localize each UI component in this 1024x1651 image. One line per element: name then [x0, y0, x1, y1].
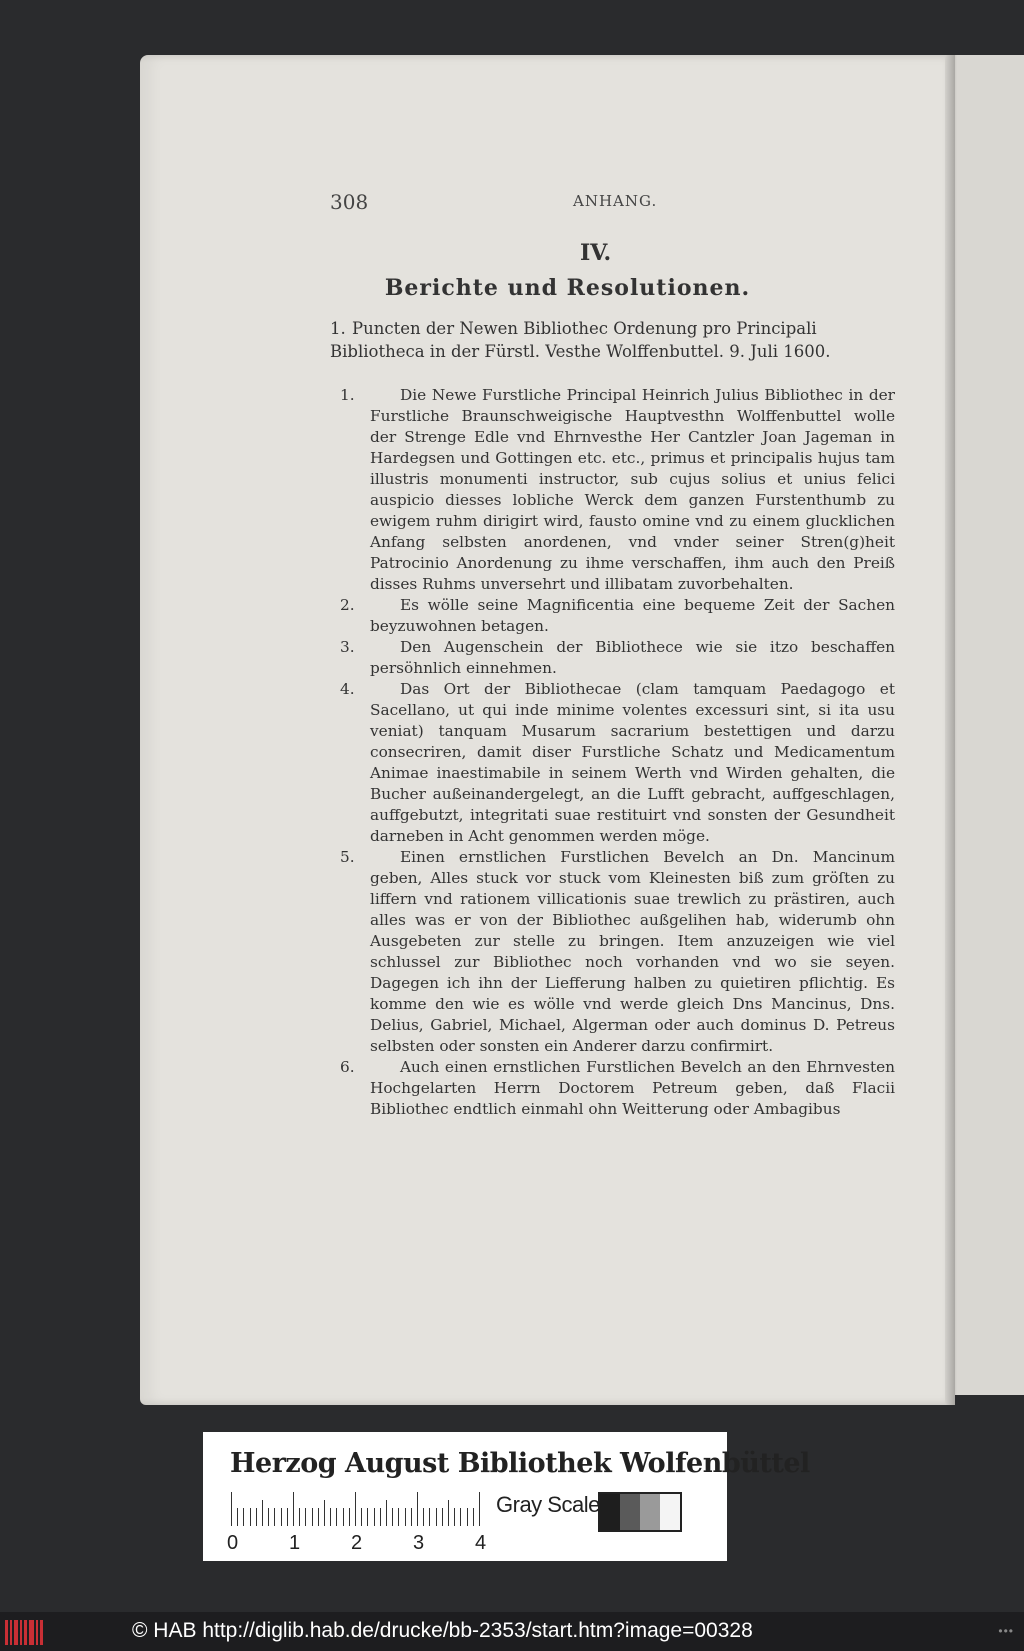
- ruler-tick: [293, 1492, 294, 1526]
- item-text: Den Augenschein der Bibliothece wie sie itzo beschaffen persöhnlich einnehmen.: [370, 638, 895, 677]
- ruler-tick: [374, 1508, 375, 1526]
- barcode-bar: [29, 1620, 34, 1645]
- barcode-bar: [24, 1620, 27, 1645]
- running-head: ANHANG.: [573, 192, 658, 210]
- copyright-url: © HAB http://diglib.hab.de/drucke/bb-2353/start.htm?image=00328: [132, 1619, 753, 1642]
- gray-swatch: [600, 1494, 620, 1530]
- ruler-tick: [287, 1508, 288, 1526]
- item-number: 6.: [340, 1058, 355, 1076]
- ruler-tick: [250, 1508, 251, 1526]
- gray-swatch: [640, 1494, 660, 1530]
- book-page: [140, 55, 955, 1405]
- gray-swatch: [660, 1494, 680, 1530]
- ruler-tick: [448, 1500, 449, 1526]
- item-text: Auch einen ernstlichen Furstlichen Bevelch an den Ehrnvesten Hochgelarten Herrn Doctorem Petreum geben, daß Flacii Bibliothec endtlich einmahl ohn Weitterung oder Ambagibus: [370, 1058, 895, 1118]
- ruler-tick: [343, 1508, 344, 1526]
- item-text: Es wölle seine Magnificentia eine bequeme Zeit der Sachen beyzuwohnen betagen.: [370, 596, 895, 635]
- item-text: Die Newe Furstliche Principal Heinrich Julius Bibliothec in der Furstliche Braunschweigische Hauptvesthn Wolffenbuttel wolle der Strenge Edle vnd Ehrnvesthe Her Cantzler Joan Jageman in Hardegsen und Gottingen etc. etc., primus et principalis hujus tam illustris monumenti instructor, sub cujus solius et unius felici auspicio diesses lobliche Werck dem ganzen Furstenthumb zu ewigem ruhm dirigirt wird, fausto omine vnd zu einem glucklichen Anfang selbsten anordenen, vnd vnder seiner Stren(g)heit Patrocinio Anordenung zu ihme verschaffen, ihm auch den Preiß disses Ruhms unversehrt und illibatam zuvorbehalten.: [370, 386, 895, 593]
- document-heading: [330, 317, 895, 363]
- item-number: 1.: [340, 386, 355, 404]
- ruler-tick: [392, 1508, 393, 1526]
- ruler-tick: [324, 1500, 325, 1526]
- document-number: 1.: [330, 319, 346, 338]
- ruler-tick: [349, 1508, 350, 1526]
- ruler-tick: [417, 1492, 418, 1526]
- ruler-label: 3: [413, 1532, 425, 1554]
- ruler-tick: [473, 1508, 474, 1526]
- gray-swatch: [620, 1494, 640, 1530]
- numbered-item-list: [340, 385, 895, 1120]
- scale-ruler: [231, 1492, 481, 1526]
- page-fold-shadow: [945, 55, 955, 1405]
- ruler-tick: [274, 1508, 275, 1526]
- ruler-tick: [367, 1508, 368, 1526]
- ruler-tick: [405, 1508, 406, 1526]
- list-item: [340, 1057, 895, 1120]
- ruler-tick: [436, 1508, 437, 1526]
- ruler-tick: [312, 1508, 313, 1526]
- document-heading-line-1: Puncten der Newen Bibliothec Ordenung pro Principali: [352, 319, 817, 338]
- barcode-bar: [14, 1620, 18, 1645]
- barcode-bar: [5, 1620, 8, 1645]
- ruler-label: 0: [227, 1532, 239, 1554]
- ruler-tick: [330, 1508, 331, 1526]
- item-text: Das Ort der Bibliothecae (clam tamquam Paedagogo et Sacellano, ut qui inde minime volentes excessuri sint, si ita usu veniat) tanquam Musarum sacrarium bestettigen und darzu consecriren, damit diser Furstliche Schatz und Medicamentum Animae inaestimabile in seinem Werth vnd Wirden gehalten, die Bucher außeinandergelegt, an die Lufft gebracht, auffgeschlagen, auffgebutzt, integritati suae restituirt vnd sonsten der Gesundheit darneben in Acht genommen werden möge.: [370, 680, 895, 845]
- ruler-tick: [411, 1508, 412, 1526]
- ruler-tick: [429, 1508, 430, 1526]
- ruler-tick: [231, 1492, 232, 1526]
- page-header: [140, 190, 955, 220]
- section-number: IV.: [580, 240, 612, 266]
- item-number: 5.: [340, 848, 355, 866]
- ruler-tick: [423, 1508, 424, 1526]
- library-name: Herzog August Bibliothek Wolfenbüttel: [230, 1448, 810, 1479]
- facing-page-edge: [945, 55, 1024, 1395]
- ruler-tick: [262, 1500, 263, 1526]
- list-item: [340, 595, 895, 637]
- ruler-tick: [479, 1492, 480, 1526]
- barcode-bar: [20, 1620, 22, 1645]
- page-number: 308: [330, 190, 369, 214]
- item-text: Einen ernstlichen Furstlichen Bevelch an Dn. Mancinum geben, Alles stuck vor stuck vom Kleinesten biß zum gröſten zu liffern vnd rationem villicationis suae trewlich zu prästiren, auch alles was er von der Bibliothec außgelihen hab, widerumb ohn Ausgebeten zur stelle zu bringen. Item anzuzeigen wie viel schlussel zur Bibliothec noch vorhanden vnd wo sie seyen. Dagegen ich ihn der Liefferung halben zu quietiren pflichtig. Es komme den wie es wölle vnd werde gleich Dns Mancinus, Dns. Delius, Gabriel, Michael, Algerman oder auch dominus D. Petreus selbsten oder sonsten ein Anderer darzu confirmirt.: [370, 848, 895, 1055]
- ruler-tick: [355, 1492, 356, 1526]
- list-item: [340, 637, 895, 679]
- ruler-label: 2: [351, 1532, 363, 1554]
- gray-scale-swatches: [598, 1492, 682, 1532]
- barcode-bar: [40, 1620, 43, 1645]
- ruler-tick: [454, 1508, 455, 1526]
- ruler-tick: [386, 1500, 387, 1526]
- ruler-tick: [299, 1508, 300, 1526]
- ruler-tick: [318, 1508, 319, 1526]
- ruler-label: 4: [475, 1532, 487, 1554]
- ruler-tick: [336, 1508, 337, 1526]
- ruler-tick: [361, 1508, 362, 1526]
- barcode-bar: [10, 1620, 12, 1645]
- gray-scale-label: Gray Scale: [496, 1492, 600, 1517]
- document-heading-line-2: Bibliotheca in der Fürstl. Vesthe Wolffenbuttel. 9. Juli 1600.: [330, 342, 831, 361]
- ruler-label: 1: [289, 1532, 301, 1554]
- color-calibration-card: [203, 1432, 810, 1561]
- ruler-tick: [467, 1508, 468, 1526]
- ruler-tick: [460, 1508, 461, 1526]
- ruler-tick: [442, 1508, 443, 1526]
- list-item: [340, 385, 895, 595]
- list-item: [340, 679, 895, 847]
- ruler-tick: [256, 1508, 257, 1526]
- item-number: 3.: [340, 638, 355, 656]
- ruler-tick: [380, 1508, 381, 1526]
- item-number: 2.: [340, 596, 355, 614]
- ruler-tick: [281, 1508, 282, 1526]
- section-title: Berichte und Resolutionen.: [384, 275, 751, 301]
- ruler-tick: [398, 1508, 399, 1526]
- ruler-tick: [268, 1508, 269, 1526]
- list-item: [340, 847, 895, 1057]
- footer-dots: •••: [998, 1624, 1014, 1638]
- ruler-tick: [305, 1508, 306, 1526]
- ruler-tick: [243, 1508, 244, 1526]
- barcode-logo-icon: [5, 1620, 47, 1645]
- item-number: 4.: [340, 680, 355, 698]
- ruler-tick: [237, 1508, 238, 1526]
- barcode-bar: [36, 1620, 38, 1645]
- footer-bar: [0, 1612, 1024, 1651]
